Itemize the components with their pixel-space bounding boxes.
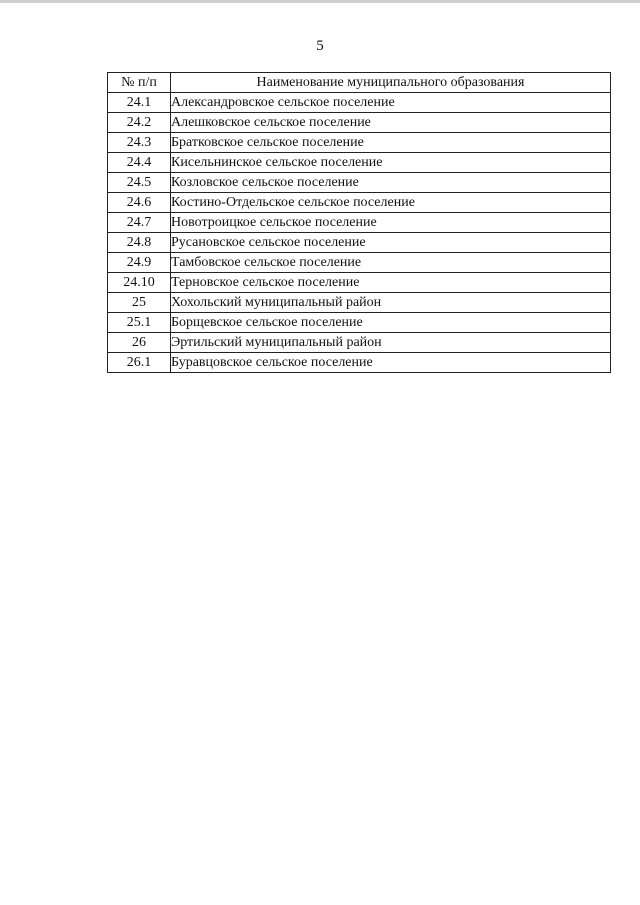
table-row xyxy=(108,253,611,273)
row-number: 24.10 xyxy=(108,273,171,293)
row-name: Костино-Отдельское сельское поселение xyxy=(171,193,611,213)
row-name: Алешковское сельское поселение xyxy=(171,113,611,133)
row-name: Братковское сельское поселение xyxy=(171,133,611,153)
header-name: Наименование муниципального образования xyxy=(171,73,611,93)
row-number: 24.4 xyxy=(108,153,171,173)
row-number: 26 xyxy=(108,333,171,353)
row-number: 24.6 xyxy=(108,193,171,213)
row-name: Хохольский муниципальный район xyxy=(171,293,611,313)
row-number: 24.2 xyxy=(108,113,171,133)
table-row xyxy=(108,213,611,233)
row-number: 25.1 xyxy=(108,313,171,333)
row-name: Борщевское сельское поселение xyxy=(171,313,611,333)
row-number: 25 xyxy=(108,293,171,313)
table-row xyxy=(108,173,611,193)
row-name: Эртильский муниципальный район xyxy=(171,333,611,353)
table-row xyxy=(108,153,611,173)
table-header-row xyxy=(108,73,611,93)
table-row xyxy=(108,133,611,153)
row-name: Козловское сельское поселение xyxy=(171,173,611,193)
table-row xyxy=(108,293,611,313)
table-row xyxy=(108,113,611,133)
table-row xyxy=(108,93,611,113)
scan-edge xyxy=(0,0,640,3)
table-row xyxy=(108,333,611,353)
page-number: 5 xyxy=(316,38,324,54)
row-number: 24.7 xyxy=(108,213,171,233)
row-number: 24.3 xyxy=(108,133,171,153)
row-name: Александровское сельское поселение xyxy=(171,93,611,113)
table-row xyxy=(108,353,611,373)
row-name: Терновское сельское поселение xyxy=(171,273,611,293)
table-row xyxy=(108,193,611,213)
row-name: Новотроицкое сельское поселение xyxy=(171,213,611,233)
table-row xyxy=(108,313,611,333)
row-name: Буравцовское сельское поселение xyxy=(171,353,611,373)
row-number: 24.5 xyxy=(108,173,171,193)
municipal-table xyxy=(107,72,611,373)
row-number: 24.8 xyxy=(108,233,171,253)
row-number: 24.9 xyxy=(108,253,171,273)
row-name: Кисельнинское сельское поселение xyxy=(171,153,611,173)
header-num: № п/п xyxy=(108,73,171,93)
table-row xyxy=(108,273,611,293)
table-row xyxy=(108,233,611,253)
row-number: 26.1 xyxy=(108,353,171,373)
row-name: Русановское сельское поселение xyxy=(171,233,611,253)
row-number: 24.1 xyxy=(108,93,171,113)
row-name: Тамбовское сельское поселение xyxy=(171,253,611,273)
